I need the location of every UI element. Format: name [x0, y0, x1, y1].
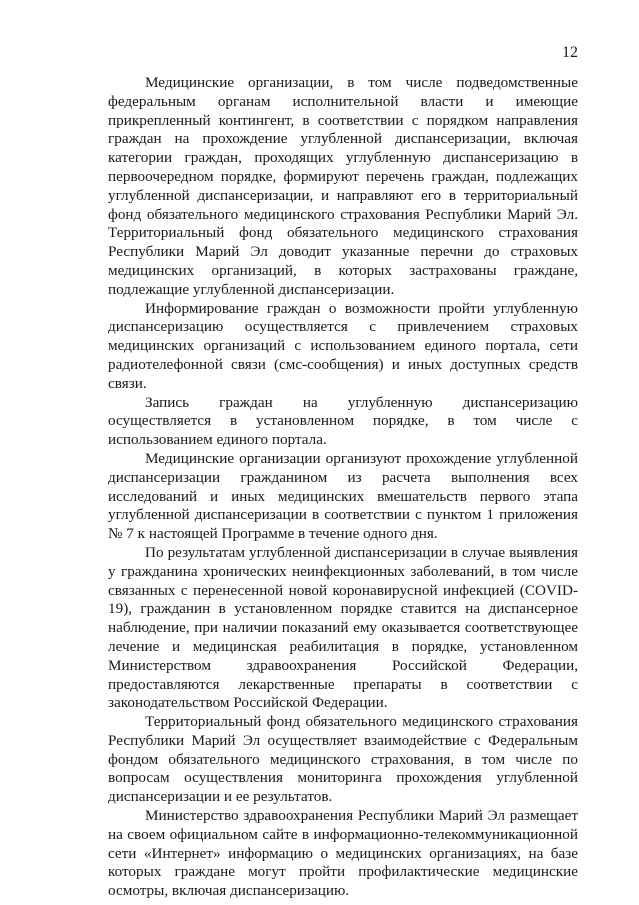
paragraph-fund-interaction: Территориальный фонд обязательного медицинского страхования Республики Марий Эл осуществляет взаимодействие с Федеральным фондом обязательного медицинского страхования, в том числе по вопросам осуществления мониторинга прохождения углубленной диспансеризации и ее результатов. [108, 713, 578, 806]
paragraph-results-follow-up: По результатам углубленной диспансеризации в случае выявления у гражданина хронических неинфекционных заболеваний, в том числе связанных с перенесенной новой коронавирусной инфекцией (COVID-19), гражданин в установленном порядке ставится на диспансерное наблюдение, при наличии показаний ему оказывается соответствующее лечение и медицинская реабилитация в порядке, установленном Министерством здравоохранения Российской Федерации, предоставляются лекарственные препараты в соответствии с законодательством Российской Федерации. [108, 543, 578, 712]
paragraph-one-day-examination: Медицинские организации организуют прохождение углубленной диспансеризации гражданином из расчета выполнения всех исследований и иных медицинских вмешательств первого этапа углубленной диспансеризации в соответствии с пунктом 1 приложения № 7 к настоящей Программе в течение одного дня. [108, 449, 578, 543]
page-number: 12 [562, 44, 578, 61]
paragraph-ministry-website: Министерство здравоохранения Республики Марий Эл размещает на своем официальном сайте в информационно-телекоммуникационной сети «Интернет» информацию о медицинских организациях, на базе которых граждане могут пройти профилактические медицинские осмотры, включая диспансеризацию. [108, 807, 578, 900]
paragraph-medical-organizations-lists: Медицинские организации, в том числе подведомственные федеральным органам исполнительной власти и имеющие прикрепленный контингент, в соответствии с порядком направления граждан на прохождение углубленной диспансеризации, включая категории граждан, проходящих углубленную диспансеризацию в первоочередном порядке, формируют перечень граждан, подлежащих углубленной диспансеризации, и направляют его в территориальный фонд обязательного медицинского страхования Республики Марий Эл. Территориальный фонд обязательного медицинского страхования Республики Марий Эл доводит указанные перечни до страховых медицинских организаций, в которых застрахованы граждане, подлежащие углубленной диспансеризации. [108, 74, 578, 298]
paragraph-registration: Запись граждан на углубленную диспансеризацию осуществляется в установленном порядке, в том числе с использованием единого портала. [108, 393, 578, 449]
paragraph-informing-citizens: Информирование граждан о возможности пройти углубленную диспансеризацию осуществляется с привлечением страховых медицинских организаций с использованием единого портала, сети радиотелефонной связи (смс-сообщения) и иных доступных средств связи. [108, 299, 578, 392]
